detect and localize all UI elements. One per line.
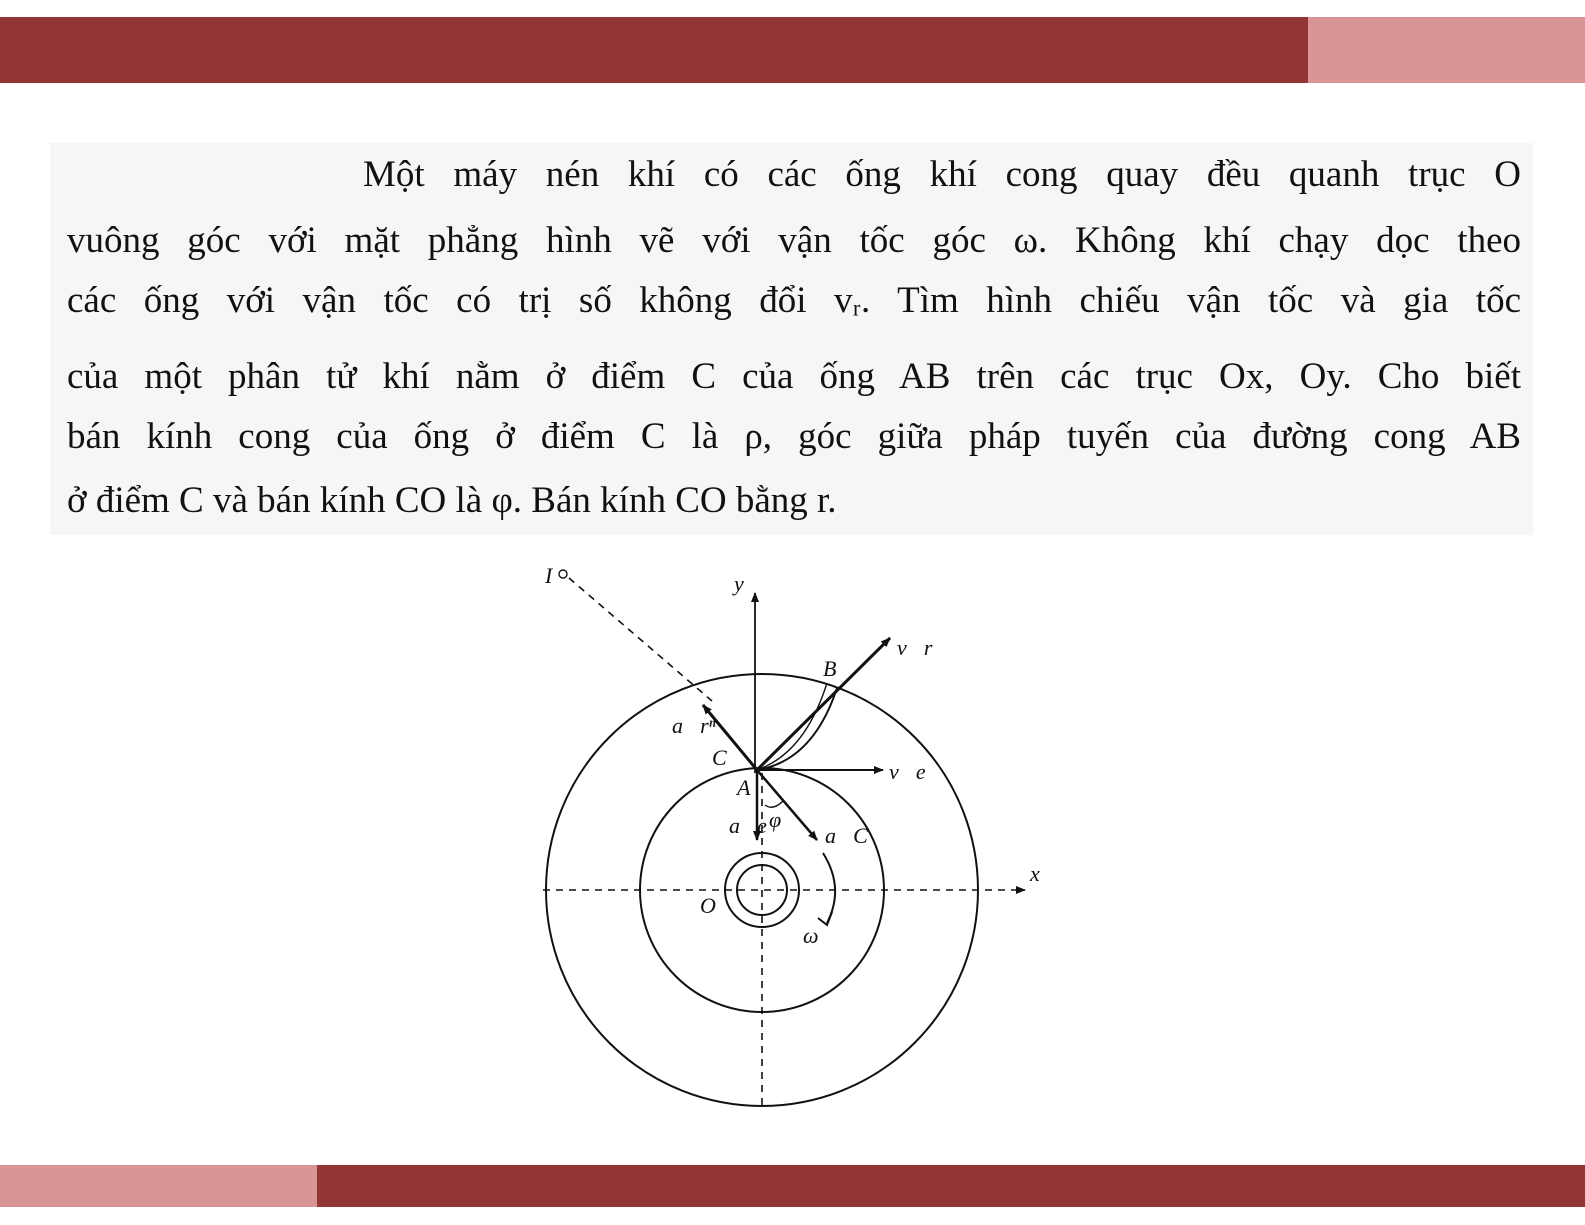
footer-band-dark [317,1165,1585,1207]
problem-line-2: vuông góc với mặt phẳng hình vẽ với vận tốc góc ω. Không khí chạy dọc theo [67,220,1521,261]
label-a: A [737,775,751,800]
label-x: x [1030,861,1040,886]
header-band-dark [0,17,1308,83]
label-ac: a⃗C [825,823,868,848]
label-i: I [545,563,553,588]
problem-text-block [50,143,1533,535]
label-o: O [700,893,716,918]
label-ae: a⃗e [729,813,767,838]
problem-line-6: ở điểm C và bán kính CO là φ. Bán kính CO bằng r. [67,480,837,521]
label-c: C [712,745,727,770]
footer-band-light [0,1165,317,1207]
label-b: B [823,656,837,681]
label-ve: v⃗e [889,759,926,784]
label-vr: v⃗r [897,635,933,660]
problem-line-3: các ống với vận tốc có trị số không đổi vᵣ. Tìm hình chiếu vận tốc và gia tốc [67,280,1521,321]
problem-line-1: Một máy nén khí có các ống khí cong quay đều quanh trục O [363,154,1521,195]
problem-line-5: bán kính cong của ống ở điểm C là ρ, góc giữa pháp tuyến của đường cong AB [67,416,1521,457]
label-phi: φ [769,807,782,832]
label-arn: a⃗rⁿ [672,713,716,738]
label-omega: ω [803,923,819,948]
problem-line-4: của một phân tử khí nằm ở điểm C của ống AB trên các trục Ox, Oy. Cho biết [67,356,1521,397]
kinematics-figure [505,543,1055,1123]
label-y: y [734,571,744,596]
header-band-light [1308,17,1585,83]
